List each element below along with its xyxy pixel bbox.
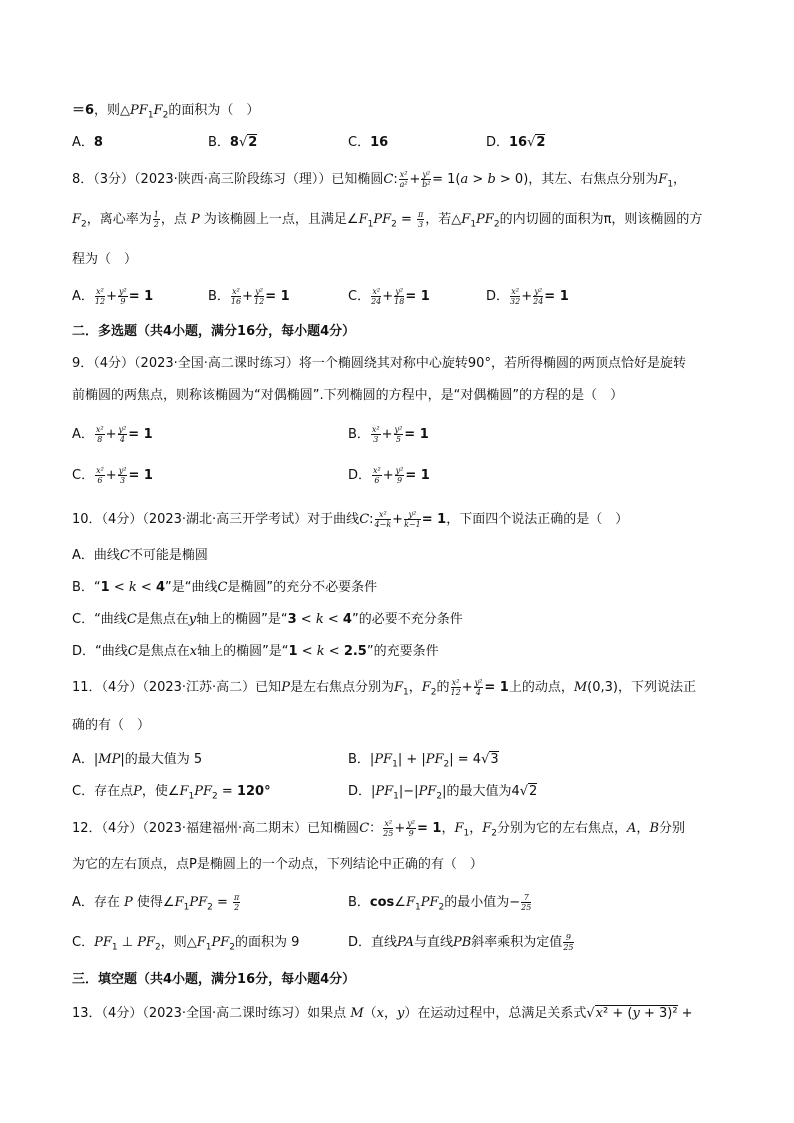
q7-option-b[interactable]: B．8√2	[208, 135, 258, 150]
q11-line1: 11．（4分）（2023·江苏·高二）已知P是左右焦点分别为$F_1$，$F_2$的 $\frac{\text{x²}}{12}$ + $\frac{\text{y²}}{4}$ = 1上的动点，M(0,3)，下列说法正	[72, 678, 696, 698]
q12-option-d[interactable]: D．直线PA与直线PB斜率乘积为定值 $\frac{9}{25}$	[348, 933, 574, 952]
q12-line1: 12．（4分）（2023·福建福州·高二期末）已知椭圆C： $\frac{\text{x²}}{25}$ + $\frac{\text{y²}}{9}$ = 1，$F_1$，$F_2$分别为它的左右焦点，A，B分别	[72, 819, 686, 839]
q7-option-a[interactable]: A．8	[72, 135, 103, 150]
q7-tail: ＝6，则$\triangle PF_1F_2$的面积为（ ）	[72, 103, 260, 121]
q8-option-b[interactable]: B． $\frac{\text{x²}}{16}$ + $\frac{\text{y²}}{12}$ = 1	[208, 287, 290, 306]
q12-option-a[interactable]: A．存在 P 使得$\angle F_1PF_2$ = $\frac{\pi}{2}$	[72, 893, 240, 913]
q9-line1: 9．（4分）（2023·全国·高二课时练习）将一个椭圆绕其对称中心旋转90°，若所得椭圆的两顶点恰好是旋转	[72, 356, 686, 371]
q11-option-a[interactable]: A．|MP|的最大值为 5	[72, 752, 203, 767]
q7-option-d[interactable]: D．16√2	[486, 135, 546, 150]
q8-line2: $F_2$，离心率为 $\frac{1}{2}$ ，点 P 为该椭圆上一点，且满足$\angle F_1PF_2$ = $\frac{\pi}{3}$ ，若$\triangle F_1PF_2$的内切圆的面积为π，则该椭圆的方	[72, 210, 703, 230]
q11-option-d[interactable]: D．$|PF_1|-|PF_2|$的最大值为4√2	[348, 784, 538, 802]
section-multiple-choice-title: 二．多选题（共4小题，满分16分，每小题4分）	[72, 324, 356, 339]
q12-line2: 为它的左右顶点，点P是椭圆上的一个动点，下列结论中正确的有（ ）	[72, 857, 483, 872]
q12-option-b[interactable]: B．$\cos\angle F_1PF_2$的最小值为− $\frac{7}{25}$	[348, 893, 532, 913]
q11-option-c[interactable]: C．存在点P，使$\angle F_1PF_2 = 120^\circ$	[72, 784, 271, 802]
q9-option-b[interactable]: B． $\frac{\text{x²}}{3}$ + $\frac{\text{y²}}{5}$ = 1	[348, 425, 429, 444]
q10-line1: 10．（4分）（2023·湖北·高三开学考试）对于曲线C: $\frac{\text{x²}}{4-k}$ + $\frac{\text{y²}}{k-1}$ = 1，下面四个说法正确的是（ ）	[72, 510, 629, 529]
section-fill-in-title: 三．填空题（共4小题，满分16分，每小题4分）	[72, 972, 356, 987]
q10-option-b[interactable]: B．“1 < k < 4”是“曲线C是椭圆”的充分不必要条件	[72, 580, 378, 595]
q8-line3: 程为（ ）	[72, 252, 138, 267]
q8-option-c[interactable]: C． $\frac{\text{x²}}{24}$ + $\frac{\text{y²}}{18}$ = 1	[348, 287, 430, 306]
q10-option-d[interactable]: D．“曲线C是焦点在x轴上的椭圆”是“1 < k < 2.5”的充要条件	[72, 644, 439, 659]
q9-line2: 前椭圆的两焦点，则称该椭圆为“对偶椭圆”.下列椭圆的方程中，是“对偶椭圆”的方程的是（ ）	[72, 388, 624, 403]
q11-option-b[interactable]: B．$|PF_1| + |PF_2| = 4√3$	[348, 752, 499, 770]
q9-option-c[interactable]: C． $\frac{\text{x²}}{6}$ + $\frac{\text{y²}}{3}$ = 1	[72, 466, 153, 485]
q13-line1: 13．（4分）（2023·全国·高二课时练习）如果点 M（x，y）在运动过程中，总满足关系式√x² + (y + 3)² +	[72, 1006, 693, 1021]
q7-option-c[interactable]: C．16	[348, 135, 389, 150]
q10-option-a[interactable]: A．曲线C不可能是椭圆	[72, 548, 208, 563]
q8-option-d[interactable]: D． $\frac{\text{x²}}{32}$ + $\frac{\text{y²}}{24}$ = 1	[486, 287, 569, 306]
q9-option-a[interactable]: A． $\frac{\text{x²}}{8}$ + $\frac{\text{y²}}{4}$ = 1	[72, 425, 153, 444]
q10-option-c[interactable]: C．“曲线C是焦点在y轴上的椭圆”是“3 < k < 4”的必要不充分条件	[72, 612, 463, 627]
q11-line2: 确的有（ ）	[72, 718, 151, 733]
q12-option-c[interactable]: C．$PF_1$ ⊥ $PF_2$，则$\triangle F_1PF_2$的面积为 9	[72, 935, 300, 953]
q9-option-d[interactable]: D． $\frac{\text{x²}}{6}$ + $\frac{\text{y²}}{9}$ = 1	[348, 466, 430, 485]
q8-line1: 8．（3分）（2023·陕西·高三阶段练习（理））已知椭圆C: $\frac{\text{x²}}{\text{a²}}$ + $\frac{\text{y²}}{\text{b²}}$ = 1(a > b > 0)，其左、右焦点分别为$F_1$，	[72, 170, 687, 190]
q8-option-a[interactable]: A． $\frac{\text{x²}}{12}$ + $\frac{\text{y²}}{9}$ = 1	[72, 287, 154, 306]
